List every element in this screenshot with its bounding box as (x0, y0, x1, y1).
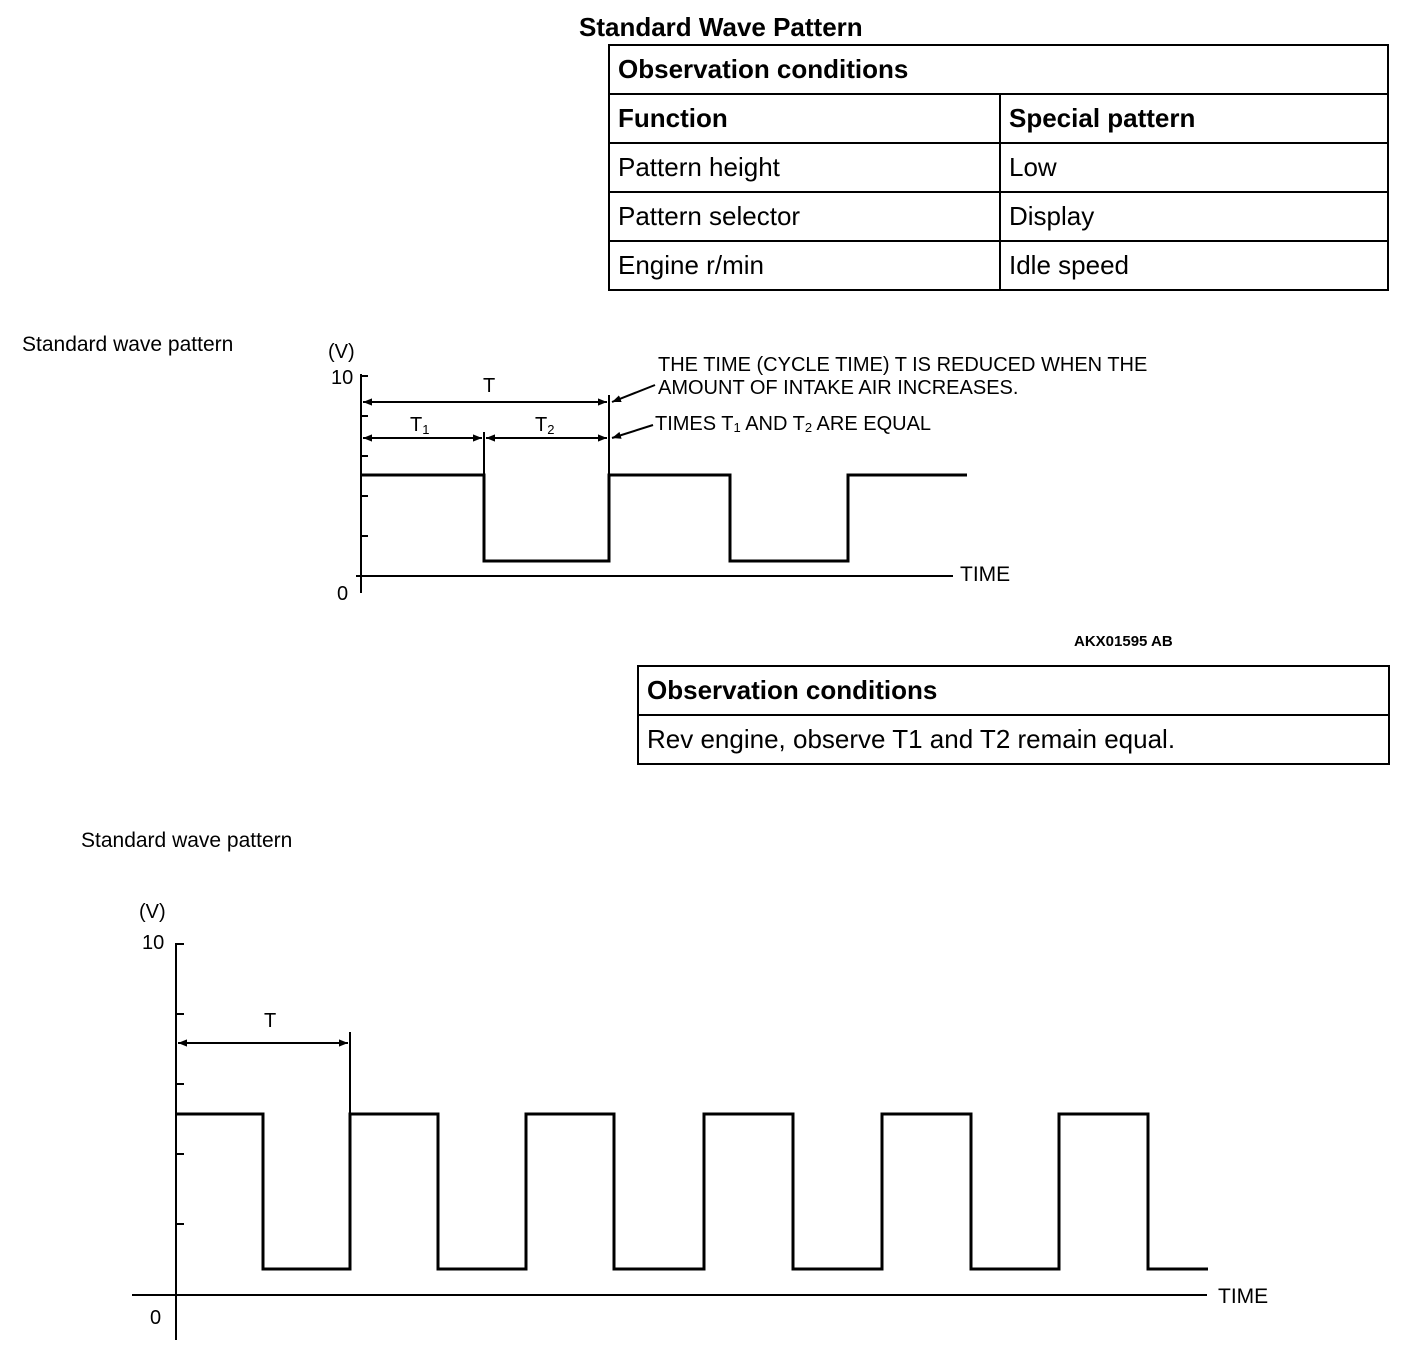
figure-id: AKX01595 AB (1074, 633, 1173, 650)
square-waveform (361, 475, 967, 561)
y-min-label: 0 (337, 583, 349, 605)
y-max-label: 10 (142, 932, 165, 954)
table-row (609, 143, 1388, 192)
table-cell: Pattern height (609, 143, 1000, 192)
page-title: Standard Wave Pattern (579, 12, 863, 42)
leader-line (612, 385, 655, 402)
table-header-row (609, 45, 1388, 94)
figure1-label: Standard wave pattern (22, 333, 234, 356)
table-header-row (638, 666, 1389, 715)
figure2-waveform-diagram (0, 890, 1408, 1350)
table-cell: Display (1000, 192, 1388, 241)
table-cell: Engine r/min (609, 241, 1000, 290)
table-row (609, 192, 1388, 241)
table-header-cell: Observation conditions (638, 666, 1389, 715)
table-row (638, 715, 1389, 764)
dimension-label-t1: T1 (410, 414, 430, 437)
table-cell: Low (1000, 143, 1388, 192)
table-header-cell: Observation conditions (609, 45, 1388, 94)
x-axis-label: TIME (1218, 1285, 1269, 1308)
table-cell: Rev engine, observe T1 and T2 remain equal. (638, 715, 1389, 764)
note-times-equal: TIMES T1 AND T2 ARE EQUAL (655, 413, 932, 435)
y-min-label: 0 (150, 1307, 162, 1329)
table-cell: Pattern selector (609, 192, 1000, 241)
figure2-label: Standard wave pattern (81, 829, 293, 852)
table-column-header-row (609, 94, 1388, 143)
y-unit-label: (V) (328, 341, 355, 363)
square-waveform (176, 1114, 1208, 1269)
note-cycle-time-line1: THE TIME (CYCLE TIME) T IS REDUCED WHEN THE (658, 354, 1148, 376)
column-header-special-pattern: Special pattern (1000, 94, 1388, 143)
y-axis-ticks (176, 944, 184, 1224)
dimension-label-t: T (264, 1010, 277, 1032)
y-axis-ticks (361, 376, 368, 536)
note-cycle-time-line2: AMOUNT OF INTAKE AIR INCREASES. (658, 377, 1019, 399)
figure1-waveform-diagram (0, 330, 1408, 630)
observation-conditions-table (608, 44, 1389, 291)
y-max-label: 10 (331, 367, 354, 389)
y-unit-label: (V) (139, 901, 166, 923)
table-row (609, 241, 1388, 290)
observation-conditions-table-2 (637, 665, 1390, 765)
dimension-label-t: T (483, 375, 496, 397)
column-header-function: Function (609, 94, 1000, 143)
table-cell: Idle speed (1000, 241, 1388, 290)
leader-line (612, 425, 653, 438)
dimension-label-t2: T2 (535, 414, 555, 437)
x-axis-label: TIME (960, 563, 1011, 586)
